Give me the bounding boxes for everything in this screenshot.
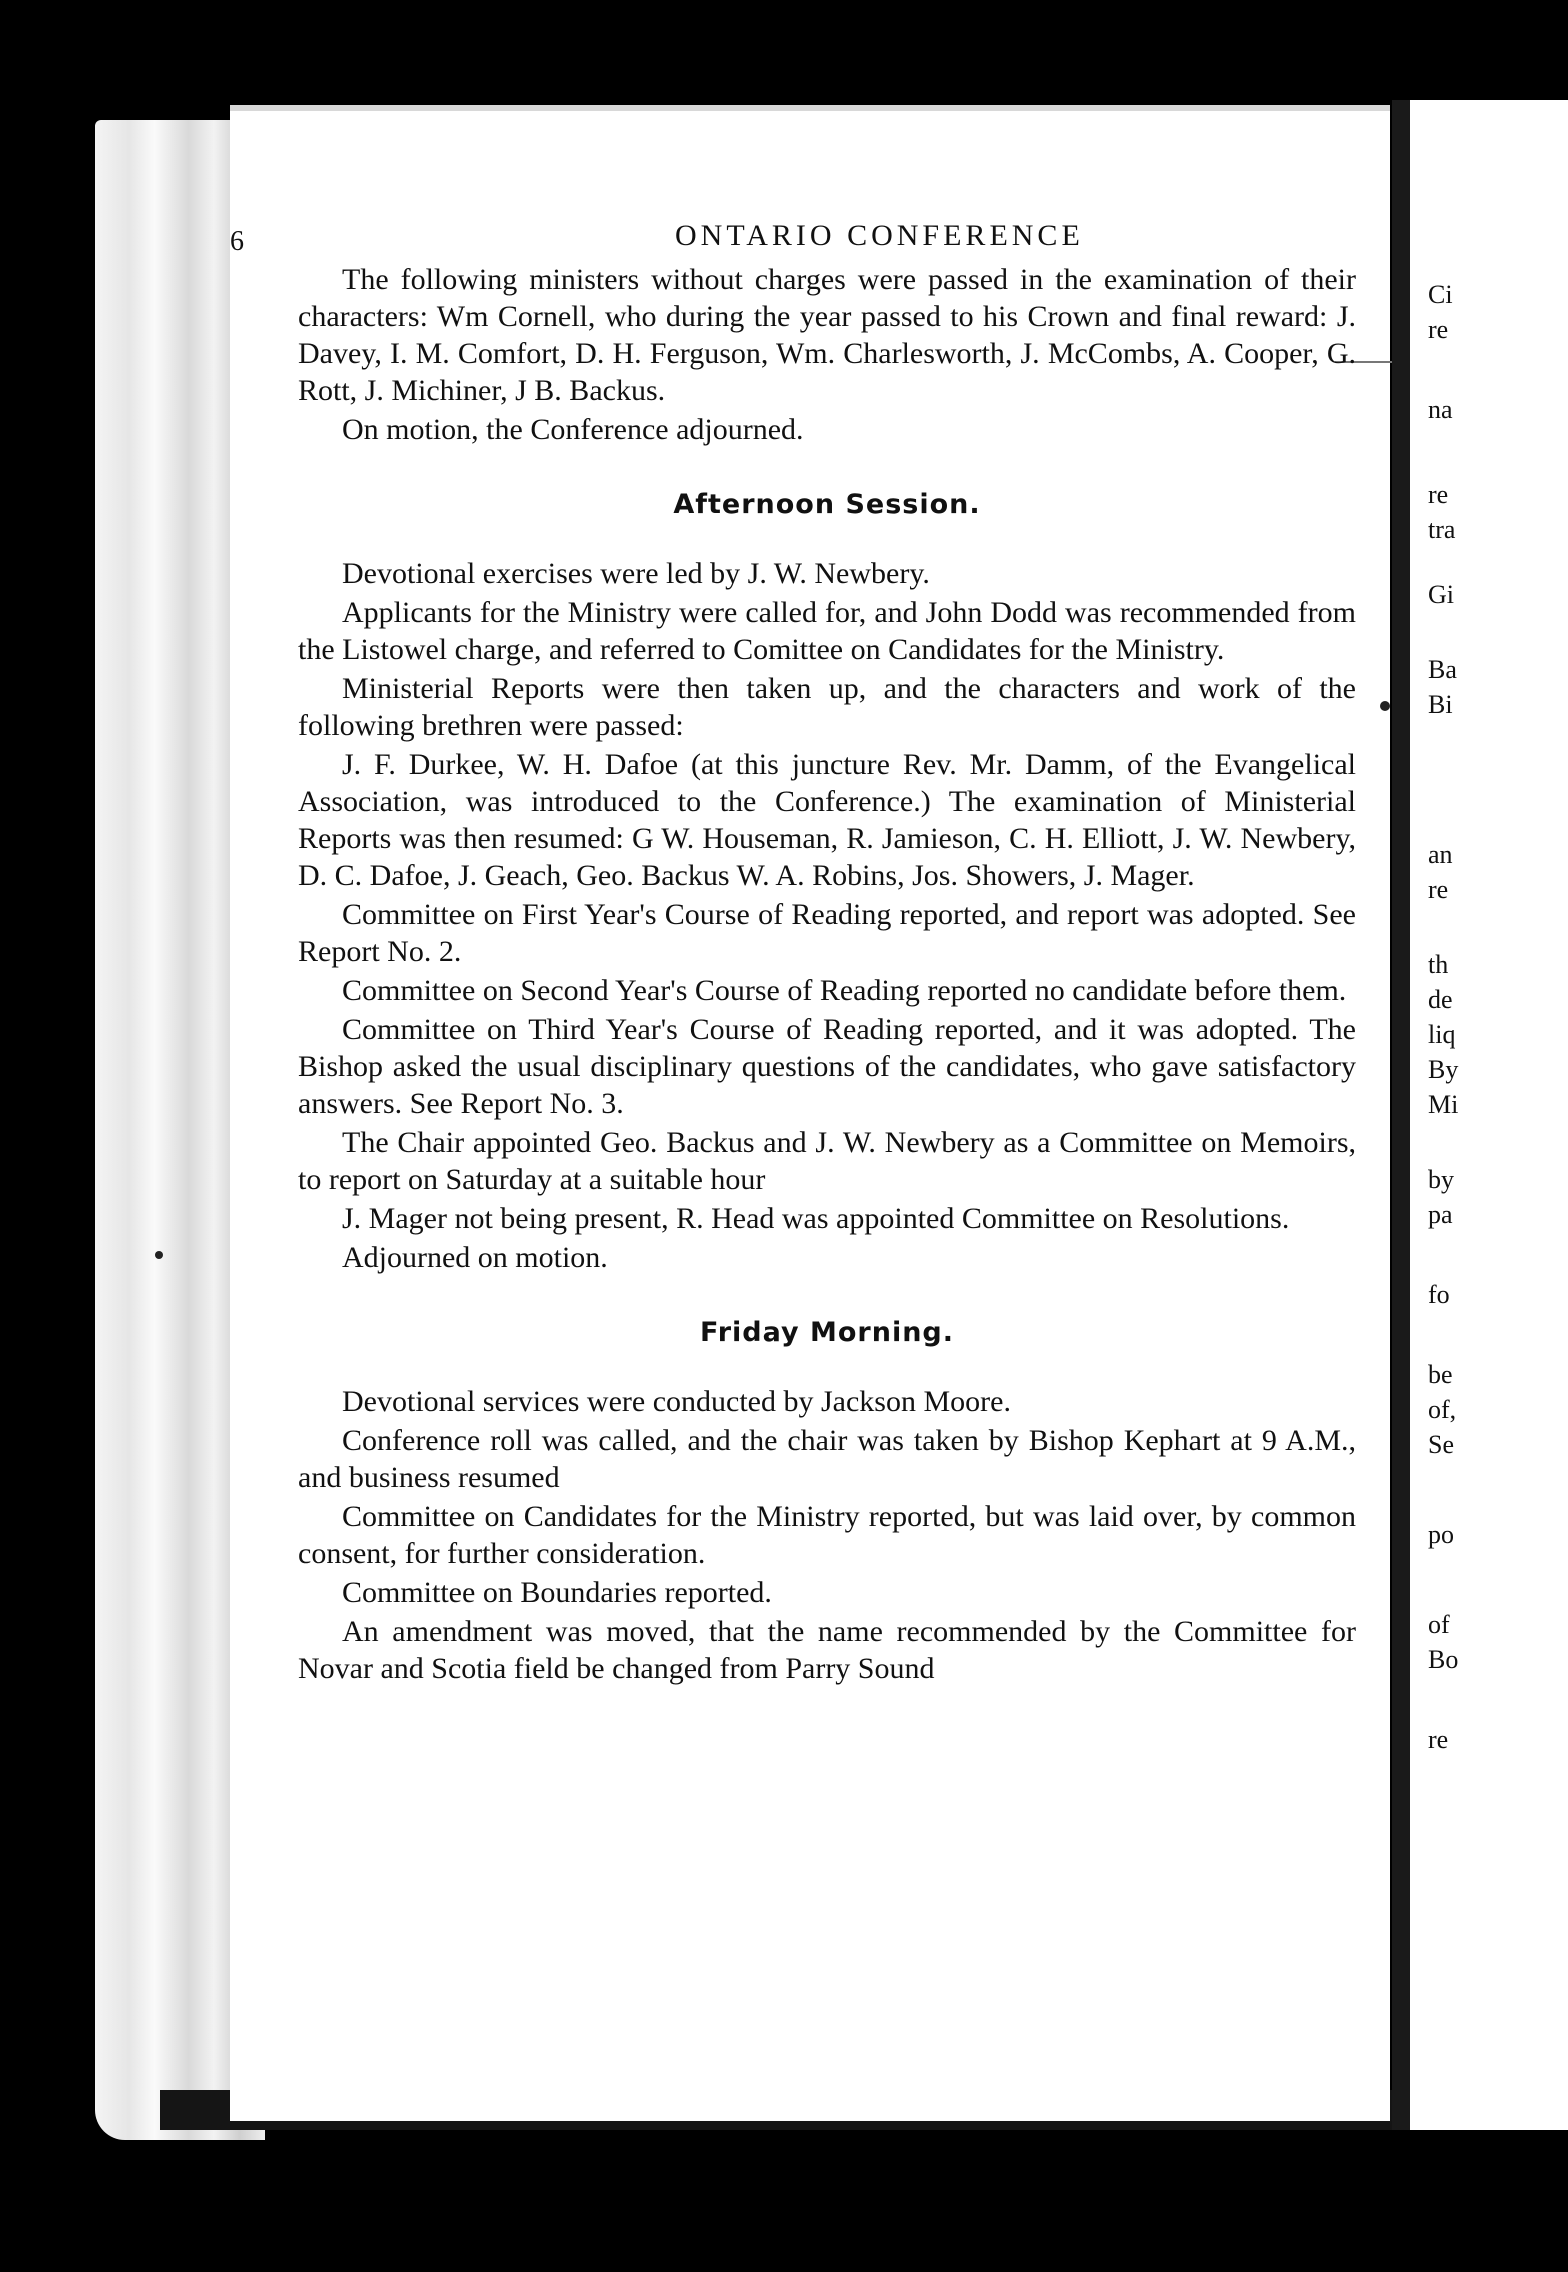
paragraph: Ministerial Reports were then taken up, and the characters and work of the following brethren were passed:: [298, 672, 1356, 742]
facing-page-fragment: de: [1428, 985, 1453, 1014]
facing-page-fragment: by: [1428, 1165, 1454, 1194]
facing-page-fragment: Gi: [1428, 580, 1454, 609]
facing-page-fragment: of: [1428, 1610, 1450, 1639]
paragraph: Committee on Second Year's Course of Reading reported no candidate before them.: [342, 974, 1347, 1007]
facing-page-fragment: tra: [1428, 515, 1456, 544]
facing-page-fragment: liq: [1428, 1020, 1456, 1049]
paragraph: The Chair appointed Geo. Backus and J. W. Newbery as a Committee on Memoirs, to report on Saturday at a suitable hour: [298, 1126, 1356, 1196]
paragraph: J. F. Durkee, W. H. Dafoe (at this juncture Rev. Mr. Damm, of the Evangelical Association, was introduced to the Conference.) The examination of Ministerial Reports was then resumed: G W. Houseman, R. Jamieson, C. H. Elliott, J. W. Newbery, D. C. Dafoe, J. Geach, Geo. Backus W. A. Robins, Jos. Showers, J. Mager.: [298, 748, 1356, 892]
facing-page-fragment: po: [1428, 1520, 1454, 1549]
paragraph: Committee on Candidates for the Ministry reported, but was laid over, by common consent, for further consideration.: [298, 1500, 1356, 1570]
facing-page-fragment: Bo: [1428, 1645, 1459, 1674]
paragraph: Adjourned on motion.: [342, 1241, 608, 1274]
ink-speck: [155, 1251, 163, 1259]
paragraph: Committee on Boundaries reported.: [342, 1576, 772, 1609]
facing-page-fragment: Se: [1428, 1430, 1454, 1459]
section-heading: Friday Morning.: [699, 1317, 955, 1348]
paragraph: The following ministers without charges were passed in the examination of their characters: Wm Cornell, who during the year passed to his Crown and final reward: J. Davey, I. M. Comfort, D. H. Ferguson, Wm. Charlesworth, J. McCombs, A. Cooper, G. Rott, J. Michiner, J B. Backus.: [298, 263, 1356, 407]
facing-page-fragment: fo: [1428, 1280, 1450, 1309]
facing-page-fragment: Bi: [1428, 690, 1453, 719]
facing-page-fragment: Mi: [1428, 1090, 1459, 1119]
facing-page-fragment: re: [1428, 1725, 1449, 1754]
paragraph: Devotional exercises were led by J. W. Newbery.: [342, 557, 930, 590]
facing-page-fragment: na: [1428, 395, 1453, 424]
paragraph: Committee on First Year's Course of Reading reported, and report was adopted. See Report No. 2.: [298, 898, 1356, 968]
document-page: [230, 105, 1390, 2121]
facing-page-fragment: th: [1428, 950, 1449, 979]
facing-page-fragment: re: [1428, 875, 1449, 904]
page-body: [298, 261, 1356, 1689]
facing-page-fragment: pa: [1428, 1200, 1453, 1229]
facing-page-fragment: By: [1428, 1055, 1459, 1084]
facing-page-fragment: of,: [1428, 1395, 1457, 1424]
facing-page-fragment: re: [1428, 480, 1449, 509]
facing-page-fragment: Ba: [1428, 655, 1457, 684]
paragraph: Devotional services were conducted by Jackson Moore.: [342, 1385, 1011, 1418]
ink-speck: [1380, 701, 1390, 711]
paragraph: J. Mager not being present, R. Head was appointed Committee on Resolutions.: [342, 1202, 1290, 1235]
paragraph: Applicants for the Ministry were called for, and John Dodd was recommended from the Listowel charge, and referred to Comittee on Candidates for the Ministry.: [298, 596, 1356, 666]
section-heading: Afternoon Session.: [673, 489, 981, 520]
facing-page-fragment: an: [1428, 840, 1453, 869]
paragraph: Conference roll was called, and the chair was taken by Bishop Kephart at 9 A.M., and business resumed: [298, 1424, 1356, 1494]
page-number: 6: [230, 226, 244, 257]
facing-page: [1392, 100, 1568, 2130]
paragraph: On motion, the Conference adjourned.: [342, 413, 804, 446]
facing-page-fragment: be: [1428, 1360, 1453, 1389]
facing-page-fragment: re: [1428, 315, 1449, 344]
facing-page-fragment: Ci: [1428, 280, 1453, 309]
paragraph: Committee on Third Year's Course of Reading reported, and it was adopted. The Bishop asked the usual disciplinary questions of the candidates, who gave satisfactory answers. See Report No. 3.: [298, 1013, 1356, 1120]
running-head: ONTARIO CONFERENCE: [675, 219, 1084, 252]
paragraph: An amendment was moved, that the name recommended by the Committee for Novar and Scotia field be changed from Parry Sound: [298, 1615, 1356, 1685]
